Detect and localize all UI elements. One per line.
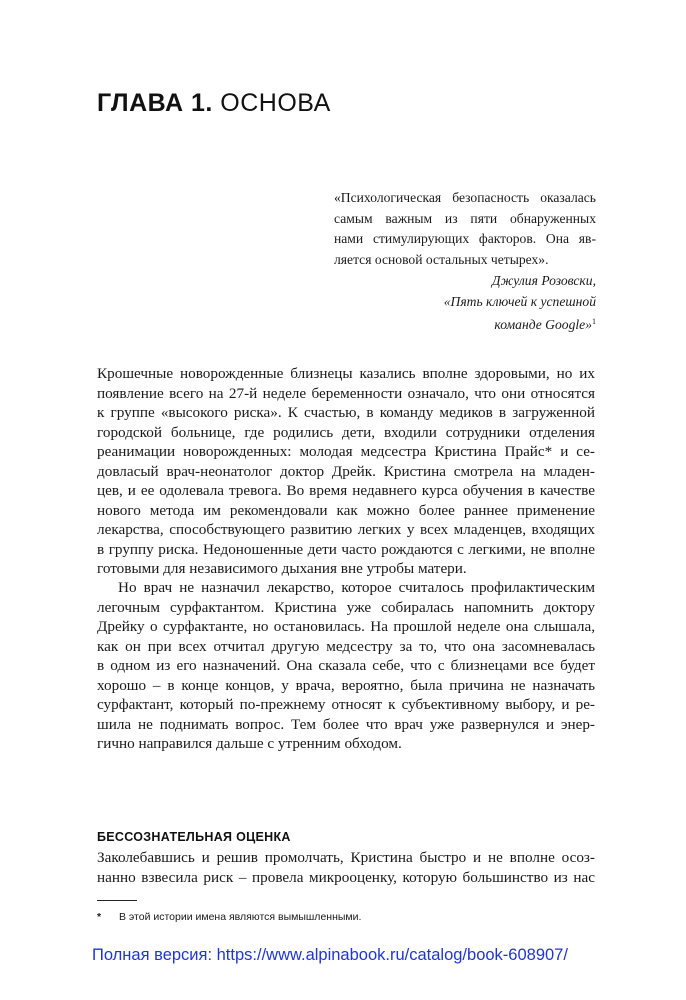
text-line: готовыми для независимого дыхания вне утробы матери. [97, 560, 467, 577]
epigraph-quote [334, 188, 596, 270]
chapter-title [97, 89, 331, 118]
footnote [97, 911, 361, 923]
endnote-marker[interactable]: 1 [592, 317, 596, 327]
epigraph-line: нами стимулирующих факторов. Она яв- [334, 231, 596, 247]
text-line: Но врач не назначил лекарство, которое считалось профилактическим [118, 579, 595, 596]
chapter-label: ГЛАВА 1. [97, 89, 213, 117]
paragraph-1 [97, 364, 595, 579]
paragraph-3 [97, 848, 595, 887]
text-line: к группе «высокого риска». К счастью, в команду медиков в загруженной [97, 404, 595, 421]
epigraph-author: Джулия Розовски, [491, 273, 596, 288]
text-line: шила не поднимать вопрос. Тем более что врач уже развернулся и энер- [97, 715, 595, 733]
text-line: в одном из его назначений. Она сказала себе, что с близнецами все будет [97, 657, 595, 674]
epigraph-source-2-text: команде Google» [494, 317, 592, 333]
text-line: нанно взвесила риск – провела микрооценку, которую большинство из нас [97, 868, 595, 886]
text-line: городской больнице, где родились дети, входили сотрудники отделения [97, 423, 595, 441]
text-line: сурфактант, который по-прежнему относят к субъективному выбору, и ре- [97, 696, 595, 713]
epigraph-line: «Психологическая безопасность оказалась [334, 190, 596, 205]
epigraph-source-1: «Пять ключей к успешной [443, 293, 596, 309]
full-version-label: Полная версия: [92, 946, 217, 964]
section-heading: БЕССОЗНАТЕЛЬНАЯ ОЦЕНКА [97, 830, 291, 844]
epigraph-line: самым важным из пяти обнаруженных [334, 210, 596, 226]
text-line: хорошо – в конце концов, у врача, вероятно, была причина не назначать [97, 676, 595, 694]
text-line: как он при всех отчитал другую медсестру за то, что она засомневалась [97, 637, 595, 655]
text-line: довласый врач-неонатолог доктор Дрейк. Кристина смотрела на младен- [97, 462, 595, 480]
text-line: нового метода им рекомендовали как можно более раннее применение [97, 501, 595, 519]
epigraph-line: ляется основой остальных четырех». [334, 251, 549, 267]
text-line: в группу риска. Недоношенные дети часто рождаются с легкими, не вполне [97, 540, 595, 558]
text-line: гично направился дальше с утренним обходом. [97, 735, 402, 752]
full-version-url-link[interactable]: https://www.alpinabook.ru/catalog/book-608907/ [216, 946, 568, 964]
full-version-link-row [92, 946, 568, 965]
text-line: появление всего на 27-й неделе беременности означало, что они относятся [97, 384, 595, 402]
text-line: цев, и ее одолевала тревога. Во время недавнего курса обучения в качестве [97, 482, 595, 499]
text-line: Дрейку о сурфактанте, но остановилась. На прошлой неделе она слышала, [97, 618, 595, 635]
text-line: Заколебавшись и решив промолчать, Кристина быстро и не вполне осоз- [97, 849, 595, 866]
chapter-name: ОСНОВА [220, 89, 331, 117]
text-line: легочным сурфактантом. Кристина уже собиралась напомнить доктору [97, 598, 595, 616]
footnote-divider [97, 900, 137, 901]
text-line: Крошечные новорожденные близнецы казались вполне здоровыми, но их [97, 365, 595, 382]
text-line: реанимации новорожденных: молодая медсестра Кристина Прайс* и се- [97, 443, 595, 460]
footnote-marker: * [97, 911, 102, 923]
epigraph-attribution [444, 271, 596, 336]
epigraph-source-2 [444, 312, 596, 336]
text-line: лекарства, способствующего развитию легких у всех младенцев, входящих [97, 521, 595, 538]
footnote-text: В этой истории имена являются вымышленными. [119, 911, 362, 923]
paragraph-2 [97, 578, 595, 754]
